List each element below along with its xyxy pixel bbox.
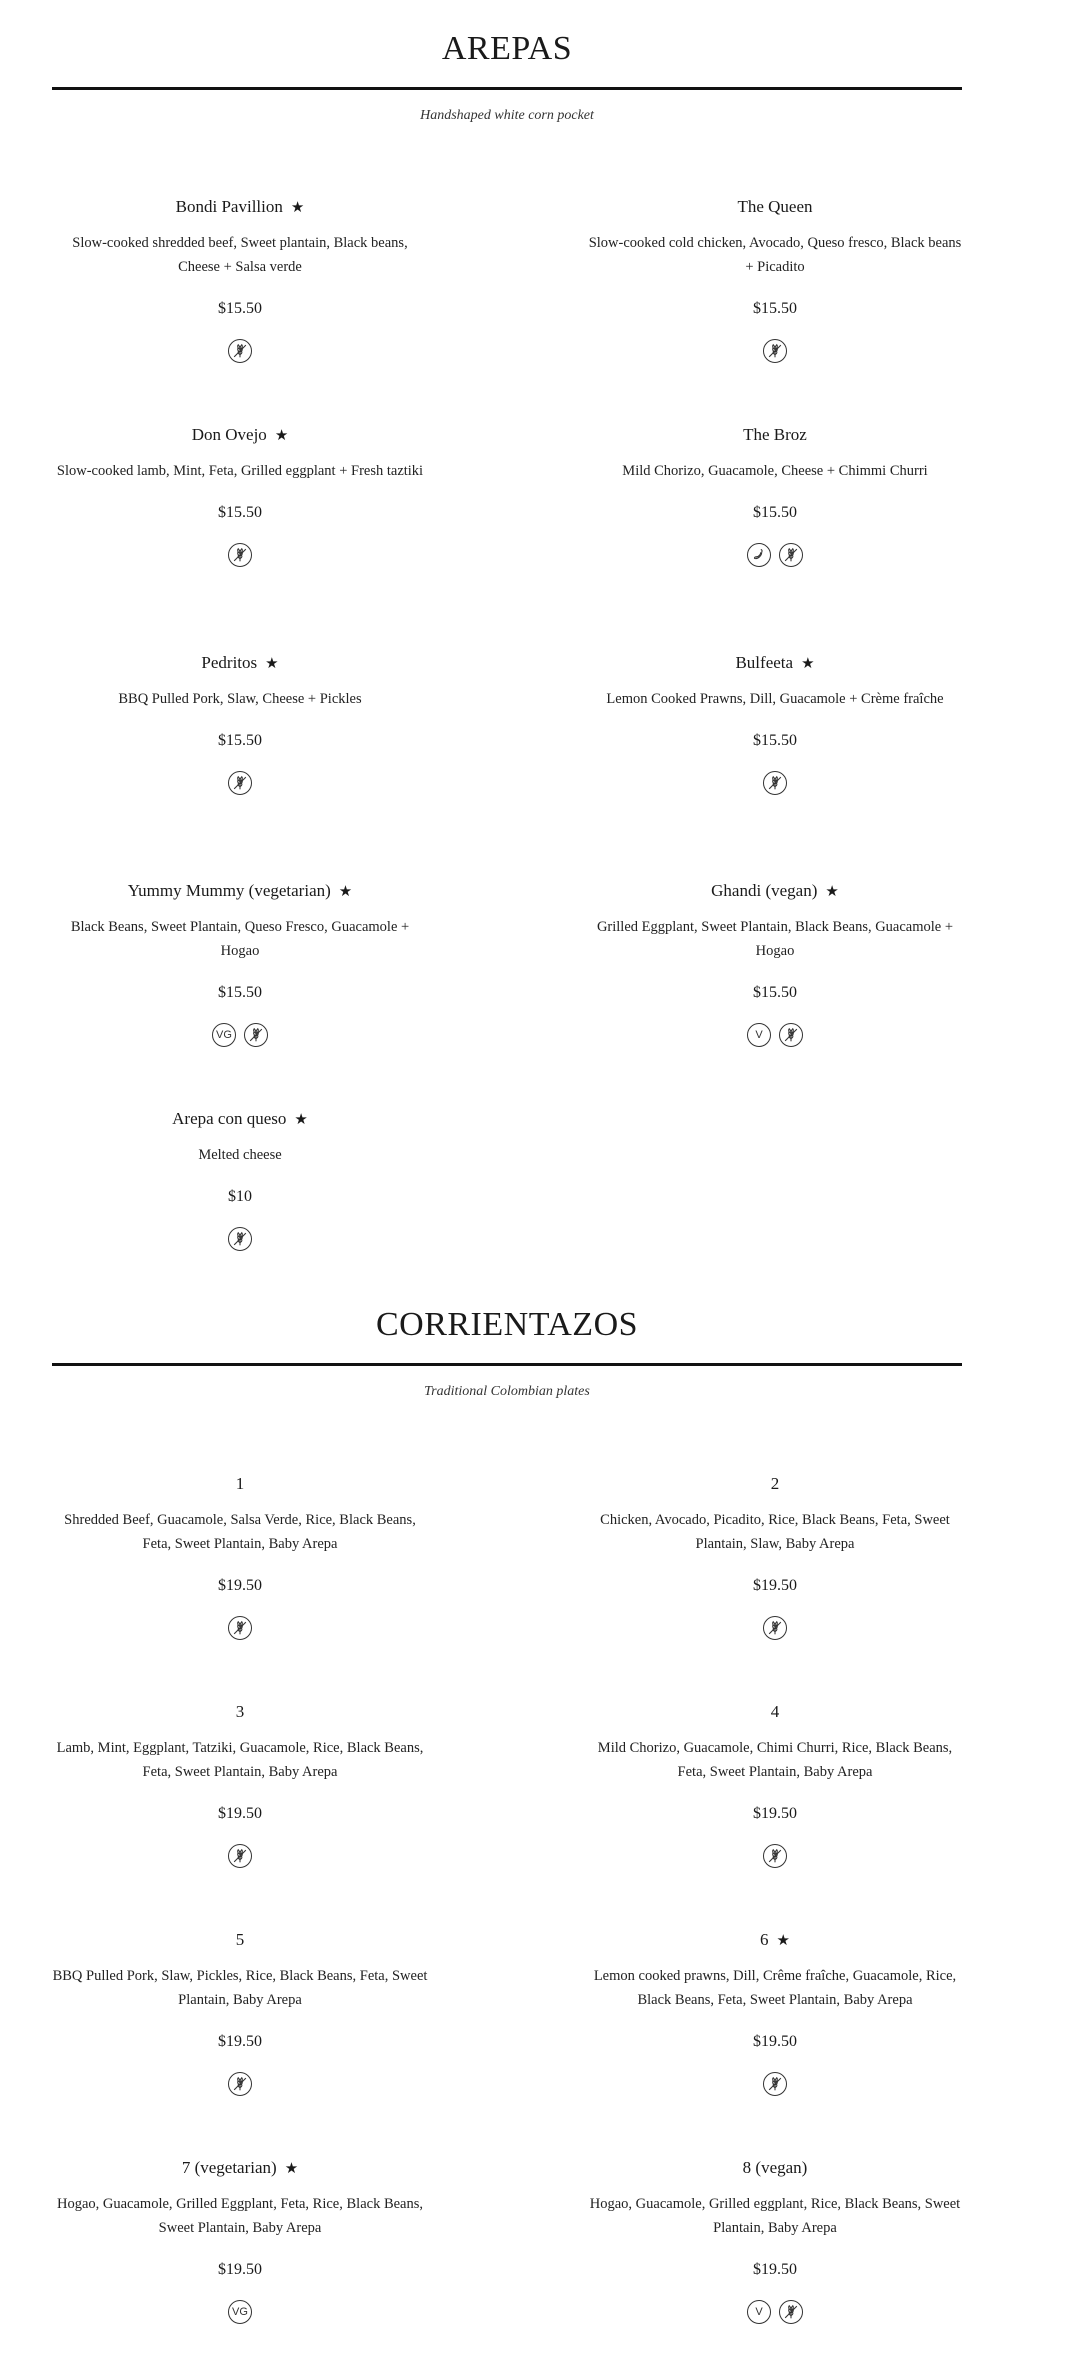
vegetarian-icon: VG	[228, 2300, 252, 2324]
chili-icon	[747, 543, 771, 567]
star-icon: ★	[801, 656, 815, 672]
dietary-icons	[50, 2300, 430, 2324]
item-name-text: 8 (vegan)	[742, 2158, 808, 2177]
item-name-text: Bulfeeta	[735, 653, 794, 672]
item-name-text: Arepa con queso	[172, 1109, 287, 1128]
item-name	[585, 1928, 965, 1952]
menu-item	[50, 1472, 430, 1640]
item-price: $19.50	[753, 2033, 797, 2050]
item-name	[585, 879, 965, 903]
item-description: Melted cheese	[198, 1147, 282, 1163]
item-description: Mild Chorizo, Guacamole, Cheese + Chimmi Churri	[622, 463, 928, 479]
dietary-icons	[585, 771, 965, 795]
item-name	[50, 2156, 430, 2180]
menu-item	[585, 423, 965, 567]
star-icon: ★	[294, 1112, 308, 1128]
gluten-free-icon	[228, 339, 252, 363]
item-description: Grilled Eggplant, Sweet Plantain, Black Beans, Guacamole + Hogao	[596, 919, 954, 959]
item-name-text: Pedritos	[201, 653, 258, 672]
dietary-icons	[50, 543, 430, 567]
menu-item	[50, 2156, 430, 2324]
gluten-free-icon	[228, 1616, 252, 1640]
gluten-free-icon	[763, 1616, 787, 1640]
section-subtitle: Traditional Colombian plates	[424, 1384, 590, 1399]
item-price: $19.50	[753, 1805, 797, 1822]
item-description: Lemon Cooked Prawns, Dill, Guacamole + Crème fraîche	[606, 691, 944, 707]
item-name-text: Ghandi (vegan)	[711, 881, 818, 900]
menu-item	[50, 651, 430, 795]
item-name	[585, 1472, 965, 1496]
item-name-text: 5	[235, 1930, 245, 1949]
dietary-icons	[585, 2072, 965, 2096]
item-price: $19.50	[218, 1577, 262, 1594]
item-price: $19.50	[218, 2261, 262, 2278]
gluten-free-icon	[779, 1023, 803, 1047]
dietary-icons	[50, 2072, 430, 2096]
item-price: $15.50	[753, 504, 797, 521]
item-price: $19.50	[218, 1805, 262, 1822]
item-price: $10	[228, 1188, 252, 1205]
dietary-icons	[50, 1023, 430, 1047]
item-name-text: The Queen	[737, 197, 813, 216]
gluten-free-icon	[763, 771, 787, 795]
item-price: $15.50	[218, 732, 262, 749]
menu-item	[50, 195, 430, 363]
item-description: Slow-cooked cold chicken, Avocado, Queso fresco, Black beans + Picadito	[588, 235, 962, 275]
menu-item	[585, 1700, 965, 1868]
item-description: Slow-cooked lamb, Mint, Feta, Grilled eggplant + Fresh taztiki	[56, 463, 424, 479]
section-divider	[52, 1363, 962, 1366]
vegetarian-icon: VG	[212, 1023, 236, 1047]
item-description: BBQ Pulled Pork, Slaw, Pickles, Rice, Black Beans, Feta, Sweet Plantain, Baby Arepa	[52, 1968, 428, 2008]
item-name-text: Yummy Mummy (vegetarian)	[127, 881, 331, 900]
item-description: Slow-cooked shredded beef, Sweet plantain, Black beans, Cheese + Salsa verde	[72, 235, 408, 275]
item-description: Hogao, Guacamole, Grilled eggplant, Rice, Black Beans, Sweet Plantain, Baby Arepa	[589, 2196, 961, 2236]
item-name-text: 4	[770, 1702, 780, 1721]
gluten-free-icon	[228, 2072, 252, 2096]
section-title: CORRIENTAZOS	[375, 1306, 639, 1343]
menu-item	[585, 195, 965, 363]
dietary-icons	[585, 2300, 965, 2324]
item-description: Lamb, Mint, Eggplant, Tatziki, Guacamole, Rice, Black Beans, Feta, Sweet Plantain, Baby Arepa	[56, 1740, 424, 1780]
dietary-icons	[50, 1616, 430, 1640]
menu-item	[585, 651, 965, 795]
item-name	[585, 2156, 965, 2180]
gluten-free-icon	[244, 1023, 268, 1047]
item-name-text: The Broz	[743, 425, 807, 444]
gluten-free-icon	[228, 1227, 252, 1251]
menu-item	[50, 879, 430, 1047]
item-price: $15.50	[218, 504, 262, 521]
item-price: $15.50	[218, 300, 262, 317]
dietary-icons	[50, 339, 430, 363]
vegan-icon: V	[747, 2300, 771, 2324]
item-description: BBQ Pulled Pork, Slaw, Cheese + Pickles	[118, 691, 362, 707]
menu-item	[50, 1107, 430, 1251]
item-price: $19.50	[753, 1577, 797, 1594]
gluten-free-icon	[228, 543, 252, 567]
dietary-icons	[585, 1616, 965, 1640]
item-price: $15.50	[218, 984, 262, 1001]
star-icon: ★	[825, 884, 839, 900]
dietary-icons	[50, 1227, 430, 1251]
gluten-free-icon	[779, 2300, 803, 2324]
item-price: $19.50	[753, 2261, 797, 2278]
item-price: $15.50	[753, 984, 797, 1001]
star-icon: ★	[274, 428, 289, 444]
menu-item	[585, 879, 965, 1047]
menu-item	[585, 2156, 965, 2324]
item-price: $19.50	[218, 2033, 262, 2050]
menu-item	[50, 423, 430, 567]
star-icon: ★	[284, 2161, 299, 2177]
dietary-icons	[585, 1844, 965, 1868]
dietary-icons	[585, 339, 965, 363]
dietary-icons	[585, 1023, 965, 1047]
item-description: Hogao, Guacamole, Grilled Eggplant, Feta, Rice, Black Beans, Sweet Plantain, Baby Arepa	[56, 2196, 424, 2236]
gluten-free-icon	[763, 1844, 787, 1868]
item-name-text: 3	[235, 1702, 245, 1721]
star-icon: ★	[265, 656, 279, 672]
vegan-icon: V	[747, 1023, 771, 1047]
item-price: $15.50	[753, 300, 797, 317]
item-name	[585, 423, 965, 447]
item-name	[585, 195, 965, 219]
item-name	[585, 1700, 965, 1724]
item-description: Mild Chorizo, Guacamole, Chimi Churri, Rice, Black Beans, Feta, Sweet Plantain, Baby Arepa	[597, 1740, 953, 1780]
gluten-free-icon	[228, 771, 252, 795]
gluten-free-icon	[779, 543, 803, 567]
item-name	[585, 651, 965, 675]
dietary-icons	[50, 771, 430, 795]
item-description: Shredded Beef, Guacamole, Salsa Verde, Rice, Black Beans, Feta, Sweet Plantain, Baby Arepa	[64, 1512, 416, 1552]
item-price: $15.50	[753, 732, 797, 749]
item-name	[50, 651, 430, 675]
item-name-text: 6	[760, 1930, 769, 1949]
item-name	[50, 195, 430, 219]
star-icon: ★	[776, 1933, 790, 1949]
item-name	[50, 1107, 430, 1131]
gluten-free-icon	[228, 1844, 252, 1868]
star-icon: ★	[290, 200, 305, 216]
star-icon: ★	[338, 884, 353, 900]
item-name-text: Bondi Pavillion	[175, 197, 283, 216]
item-name-text: Don Ovejo	[191, 425, 267, 444]
menu-item	[585, 1472, 965, 1640]
menu-item	[585, 1928, 965, 2096]
item-name	[50, 1928, 430, 1952]
item-name-text: 7 (vegetarian)	[181, 2158, 277, 2177]
dietary-icons	[585, 543, 965, 567]
gluten-free-icon	[763, 2072, 787, 2096]
item-name	[50, 1700, 430, 1724]
menu-item	[50, 1700, 430, 1868]
gluten-free-icon	[763, 339, 787, 363]
item-description: Lemon cooked prawns, Dill, Crême fraîche, Guacamole, Rice, Black Beans, Feta, Sweet Plantain, Baby Arepa	[593, 1968, 957, 2008]
item-name	[50, 879, 430, 903]
section-title: AREPAS	[441, 30, 573, 67]
item-name-text: 1	[235, 1474, 245, 1493]
section-subtitle: Handshaped white corn pocket	[420, 108, 594, 123]
menu-item	[50, 1928, 430, 2096]
dietary-icons	[50, 1844, 430, 1868]
item-name	[50, 423, 430, 447]
section-divider	[52, 87, 962, 90]
item-name	[50, 1472, 430, 1496]
item-name-text: 2	[770, 1474, 780, 1493]
item-description: Chicken, Avocado, Picadito, Rice, Black Beans, Feta, Sweet Plantain, Slaw, Baby Arepa	[600, 1512, 950, 1552]
item-description: Black Beans, Sweet Plantain, Queso Fresco, Guacamole + Hogao	[70, 919, 410, 959]
